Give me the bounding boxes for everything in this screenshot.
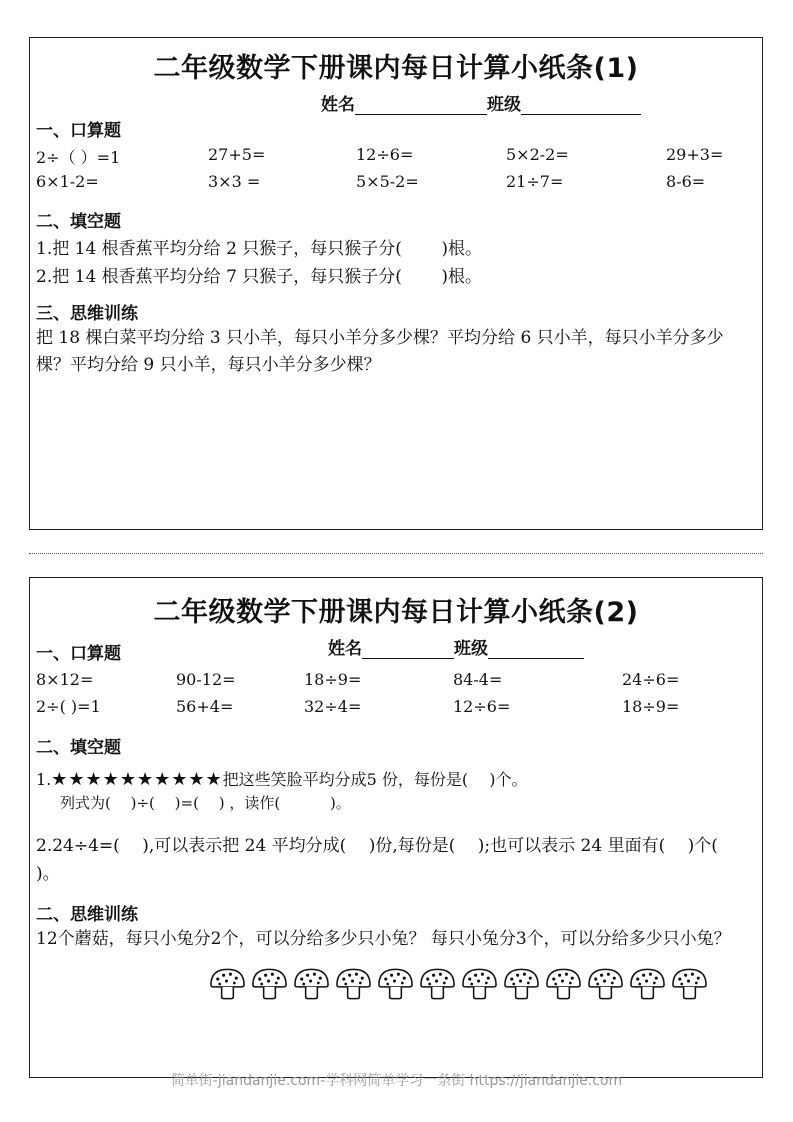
mushroom-icon	[628, 965, 667, 1001]
worksheet-1-name-class	[321, 90, 641, 115]
oral-row	[36, 697, 756, 721]
fill-question-1	[36, 767, 527, 790]
mushroom-icon	[544, 965, 583, 1001]
question-1-text: 把这些笑脸平均分成5 份，每份是( )个。	[222, 770, 528, 789]
thinking-question: 把 18 棵白菜平均分给 3 只小羊，每只小羊分多少棵？平均分给 6 只小羊，每只小羊分多少棵？平均分给 9 只小羊，每只小羊分多少棵？	[36, 328, 724, 375]
oral-item: 5×2-2=	[506, 145, 569, 164]
oral-item: 29+3=	[666, 145, 724, 164]
mushroom-icon	[502, 965, 541, 1001]
mushroom-icon	[292, 965, 331, 1001]
section-oral-title: 一、口算题	[36, 644, 121, 664]
footer-watermark: 简单街-jiandanjie.com-学科网简单学习一条街 https://jiandanjie.com	[170, 1073, 623, 1089]
class-blank[interactable]	[521, 96, 641, 115]
oral-row	[36, 670, 756, 694]
name-label: 姓名	[328, 639, 362, 659]
question-number: 1.	[36, 770, 52, 789]
cut-line	[29, 553, 763, 554]
oral-item: 6×1-2=	[36, 172, 99, 191]
mushroom-icon	[418, 965, 457, 1001]
worksheet-1-title: 二年级数学下册课内每日计算小纸条(1)	[153, 53, 639, 84]
section-oral-title: 一、口算题	[36, 121, 121, 141]
class-label: 班级	[487, 95, 521, 115]
mushroom-icon	[250, 965, 289, 1001]
worksheet-2-title: 二年级数学下册课内每日计算小纸条(2)	[153, 597, 639, 628]
oral-item: 21÷7=	[506, 172, 564, 191]
oral-item: 24÷6=	[622, 670, 680, 689]
mushroom-row	[208, 965, 709, 1001]
class-label: 班级	[454, 639, 488, 659]
oral-item: 8-6=	[666, 172, 706, 191]
oral-item: 27+5=	[208, 145, 266, 164]
oral-item: 12÷6=	[453, 697, 511, 716]
worksheet-1	[29, 37, 763, 530]
mushroom-icon	[670, 965, 709, 1001]
fill-question-1-formula: 列式为( )÷( )=( ) ，读作( )。	[60, 794, 351, 812]
oral-item: 56+4=	[176, 697, 234, 716]
section-thinking-title: 二、思维训练	[36, 905, 138, 925]
section-fill-title: 二、填空题	[36, 738, 121, 758]
mushroom-icon	[460, 965, 499, 1001]
mushroom-icon	[334, 965, 373, 1001]
oral-row	[36, 172, 756, 196]
oral-item: 5×5-2=	[356, 172, 419, 191]
fill-question-2: 2.把 14 根香蕉平均分给 7 只猴子，每只猴子分( )根。	[36, 267, 482, 287]
worksheet-2-name-class	[328, 634, 584, 659]
oral-item: 2÷( )=1	[36, 697, 101, 716]
oral-item: 18÷9=	[304, 670, 362, 689]
oral-item: 18÷9=	[622, 697, 680, 716]
class-blank[interactable]	[488, 640, 584, 659]
mushroom-icon	[586, 965, 625, 1001]
mushroom-icon	[208, 965, 247, 1001]
thinking-question: 12个蘑菇，每只小兔分2个，可以分给多少只小兔？ 每只小兔分3个，可以分给多少只小兔？	[36, 929, 731, 949]
section-thinking-title: 三、思维训练	[36, 304, 138, 324]
oral-row	[36, 145, 756, 169]
worksheet-2	[29, 577, 763, 1078]
oral-item: 12÷6=	[356, 145, 414, 164]
section-fill-title: 二、填空题	[36, 212, 121, 232]
fill-question-1: 1.把 14 根香蕉平均分给 2 只猴子，每只猴子分( )根。	[36, 239, 482, 259]
oral-item: 8×12=	[36, 670, 94, 689]
oral-item: 32÷4=	[304, 697, 362, 716]
name-blank[interactable]	[355, 96, 487, 115]
star-icons: ★★★★★★★★★★	[51, 769, 223, 790]
mushroom-icon	[376, 965, 415, 1001]
oral-item: 2÷（ ）=1	[36, 148, 121, 167]
oral-item: 90-12=	[176, 670, 236, 689]
fill-question-2: 2.24÷4=( ),可以表示把 24 平均分成( )份,每份是( );也可以表示 24 里面有( )个( )。	[36, 836, 741, 884]
oral-item: 3×3 =	[208, 172, 261, 191]
name-blank[interactable]	[362, 640, 454, 659]
oral-item: 84-4=	[453, 670, 503, 689]
name-label: 姓名	[321, 95, 355, 115]
